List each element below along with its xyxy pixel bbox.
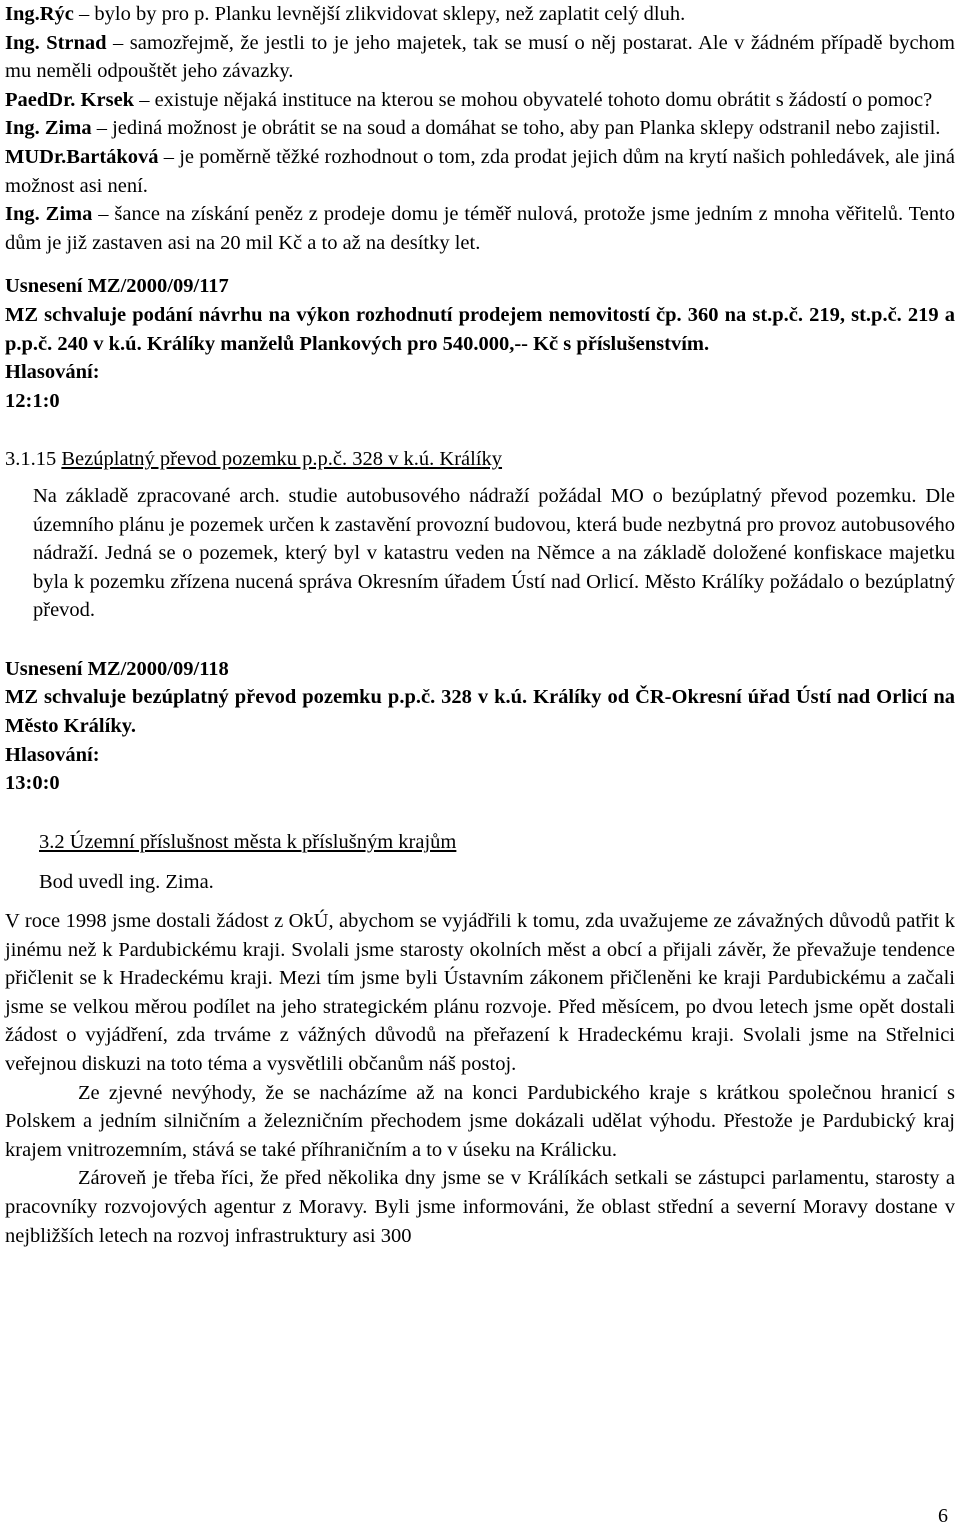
speaker: Ing. Strnad [5, 31, 107, 54]
resolution-text: MZ schvaluje bezúplatný převod pozemku p.p.č. 328 v k.ú. Králíky od ČR-Okresní úřad Ústí nad Orlicí na Město Králíky. [5, 686, 955, 738]
section-body: Na základě zpracované arch. studie autobusového nádraží požádal MO o bezúplatný převod pozemku. Dle územního plánu je pozemek určen k zastavění provozní budovou, která bude nezbytná pro provoz autobusového nádraží. Jedná se o pozemek, který byl v katastru veden na Němce a na základě doložené konfiskace majetku byla k pozemku zřízena nucená správa Okresním úřadem Ústí nad Orlicí. Město Králíky požádalo o bezúplatný převod. [33, 484, 955, 622]
speaker: Ing. Zima [5, 117, 92, 140]
vote-label: Hlasování: [5, 743, 100, 766]
discussion-entry [5, 86, 955, 115]
resolution-title: Usnesení MZ/2000/09/117 [5, 275, 229, 298]
discussion-entry [5, 143, 955, 200]
section-heading [5, 445, 955, 474]
vote-label: Hlasování: [5, 361, 100, 384]
discussion-entry [5, 29, 955, 86]
vote-result: 13:0:0 [5, 772, 60, 795]
section-title: 3.2 Územní příslušnost města k příslušným krajům [39, 830, 457, 853]
discussion-entry [5, 0, 955, 29]
speaker: Ing. Zima [5, 203, 93, 226]
document-page [5, 0, 955, 1250]
paragraph: Zároveň je třeba říci, že před několika dny jsme se v Králíkách setkali se zástupci parlamentu, starosty a pracovníky rozvojových agentur z Moravy. Byli jsme informováni, že oblast střední a severní Moravy dostane v nejbližších letech na rozvoj infrastruktury asi 300 [5, 1167, 955, 1247]
discussion-entry [5, 114, 955, 143]
paragraph: V roce 1998 jsme dostali žádost z OkÚ, abychom se vyjádřili k tomu, zda uvažujeme ze závažných důvodů patřit k jinému než k Pardubickému kraji. Svolali jsme starosty okolních měst a obcí a přijali závěr, že převažuje tendence přičlenit se k Hradeckému kraji. Mezi tím jsme byli Ústavním zákonem přičleněni ke kraji Pardubickému a začali jsme se velkou měrou podílet na jeho strategickém plánu rozvoje. Před měsícem, po dvou letech jsme opět dostali žádost o vyjádření, zda trváme z vážných důvodů na přeřazení k Hradeckému kraji. Svolali jsme na Střelnici veřejnou diskuzi na toto téma a vysvětlili občanům náš postoj. [5, 910, 955, 1075]
section-title: Bezúplatný převod pozemku p.p.č. 328 v k.ú. Králíky [61, 448, 503, 471]
statement: – šance na získání peněz z prodeje domu je téměř nulová, protože jsme jedním z mnoha věřitelů. Tento dům je již zastaven asi na 20 mil Kč a to až na desítky let. [5, 203, 955, 254]
statement: – bylo by pro p. Planku levnější zlikvidovat sklepy, než zaplatit celý dluh. [73, 3, 686, 25]
speaker: Ing.Rýc [5, 3, 74, 25]
page-number: 6 [938, 1505, 948, 1528]
section-intro: Bod uvedl ing. Zima. [39, 871, 214, 894]
speaker: PaedDr. Krsek [5, 88, 135, 111]
statement: – samozřejmě, že jestli to je jeho majetek, tak se musí o něj postarat. Ale v žádném případě bychom mu neměli odpouštět jeho závazky. [5, 31, 955, 83]
statement: – existuje nějaká instituce na kterou se mohou obyvatelé tohoto domu obrátit s žádostí o pomoc? [134, 88, 933, 111]
vote-result: 12:1:0 [5, 389, 60, 412]
paragraph: Ze zjevné nevýhody, že se nacházíme až na konci Pardubického kraje s krátkou společnou hranicí s Polskem a jedním silničním a železničním přechodem jsme dokázali udělat výhodu. Přestože je Pardubický kraj krajem vnitrozemním, stává se také příhraničním a to v úseku na Králicku. [5, 1081, 955, 1161]
section-number: 3.1.15 [5, 448, 62, 471]
discussion-entry [5, 200, 955, 257]
statement: – je poměrně těžké rozhodnout o tom, zda prodat jejich dům na krytí našich pohledávek, ale jiná možnost asi není. [5, 145, 955, 197]
statement: – jediná možnost je obrátit se na soud a domáhat se toho, aby pan Planka sklepy odstranil nebo zajistil. [91, 117, 941, 140]
resolution-text: MZ schvaluje podání návrhu na výkon rozhodnutí prodejem nemovitostí čp. 360 na st.p.č. 219, st.p.č. 219 a p.p.č. 240 v k.ú. Králíky manželů Plankových pro 540.000,-- Kč s příslušenstvím. [5, 303, 955, 355]
speaker: MUDr.Bartáková [5, 145, 159, 168]
section-heading [5, 828, 955, 857]
resolution-title: Usnesení MZ/2000/09/118 [5, 657, 229, 680]
